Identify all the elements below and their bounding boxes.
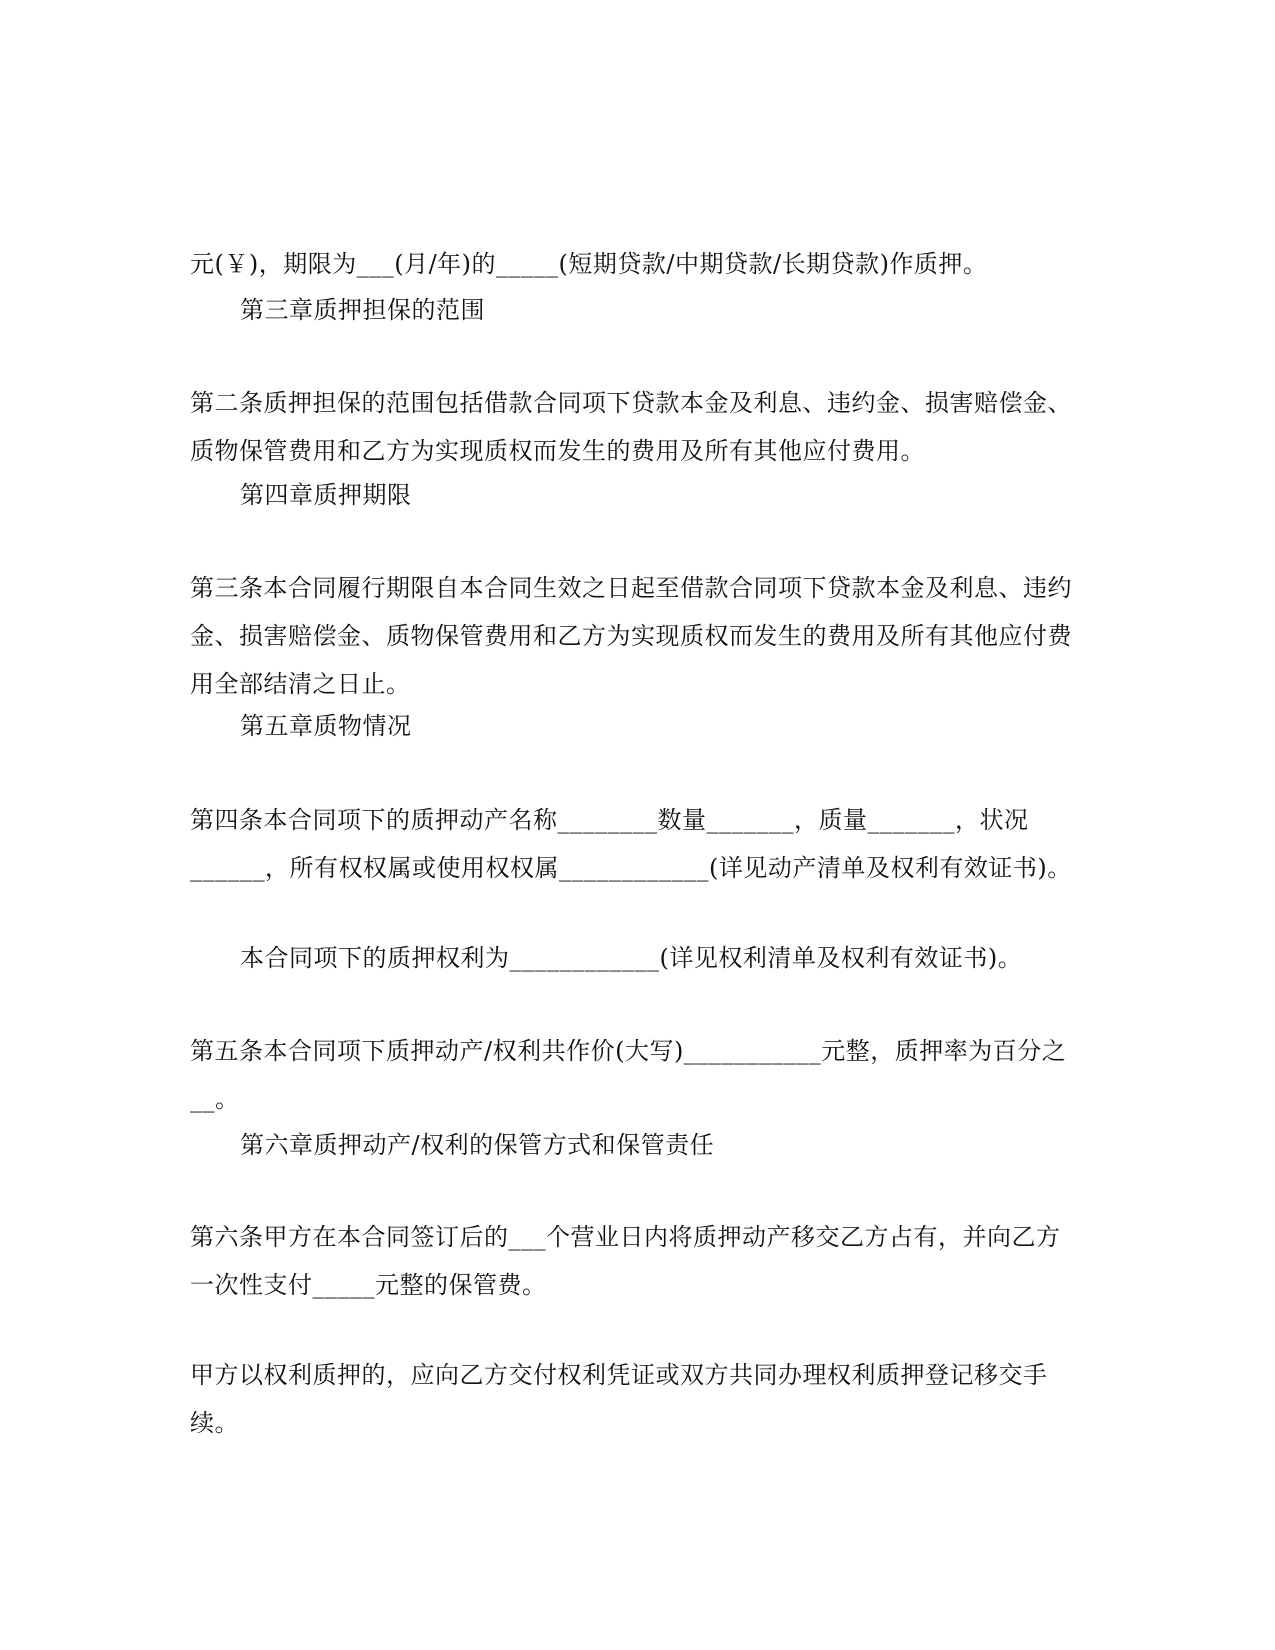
- article-6-rights-paragraph: [190, 1255, 1080, 1543]
- heading-text: 第六章质押动产/权利的保管方式和保管责任: [240, 1131, 715, 1159]
- paragraph-text: 甲方以权利质押的，应向乙方交付权利凭证或双方共同办理权利质押登记移交手续。: [190, 1361, 1048, 1437]
- heading-text: 第四章质押期限: [240, 481, 412, 509]
- paragraph-text: 第三条本合同履行期限自本合同生效之日起至借款合同项下贷款本金及利息、违约金、损害赔偿金、质物保管费用和乙方为实现质权而发生的费用及所有其他应付费用全部结清之日止。: [190, 574, 1072, 698]
- heading-text: 第五章质物情况: [240, 712, 412, 740]
- paragraph-text: 第四条本合同项下的质押动产名称________数量_______，质量_______，状况______，所有权权属或使用权权属____________(详见动产清单及权利有效证书)。: [190, 806, 1072, 882]
- paragraph-text: 本合同项下的质押权利为____________(详见权利清单及权利有效证书)。: [240, 944, 1023, 972]
- paragraph-text: 第六条甲方在本合同签订后的___个营业日内将质押动产移交乙方占有，并向乙方一次性支付_____元整的保管费。: [190, 1223, 1061, 1299]
- paragraph-text: 第二条质押担保的范围包括借款合同项下贷款本金及利息、违约金、损害赔偿金、质物保管费用和乙方为实现质权而发生的费用及所有其他应付费用。: [190, 389, 1072, 465]
- paragraph-text: 元(￥)，期限为___(月/年)的_____(短期贷款/中期贷款/长期贷款)作质押。: [190, 250, 988, 278]
- heading-text: 第三章质押担保的范围: [240, 296, 485, 324]
- paragraph-text: 第五条本合同项下质押动产/权利共作价(大写)___________元整，质押率为百分之__。: [190, 1037, 1067, 1113]
